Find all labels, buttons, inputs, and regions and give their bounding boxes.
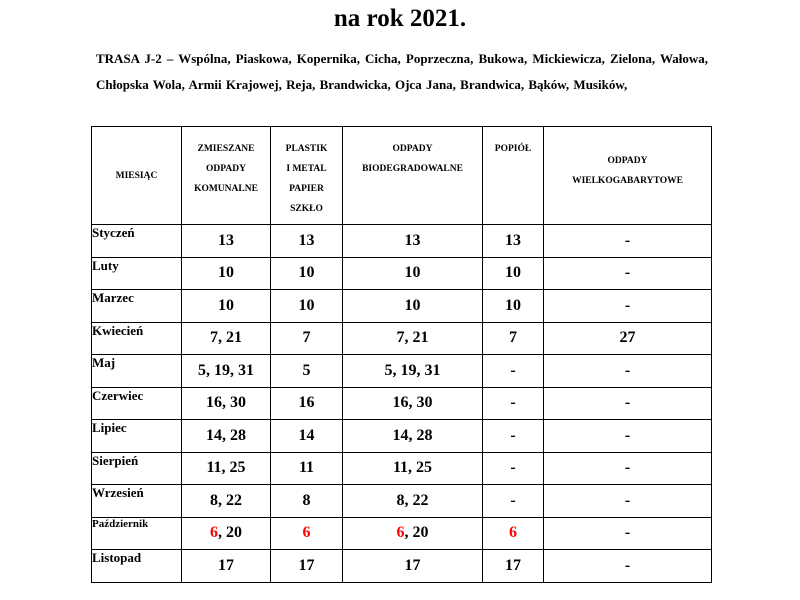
table-row — [92, 452, 712, 485]
bio-cell: 10 — [343, 290, 483, 323]
collection-schedule-table — [91, 126, 712, 583]
mixed-cell: 5, 19, 31 — [182, 355, 271, 388]
bio-cell: 11, 25 — [343, 452, 483, 485]
mixed-cell: 14, 28 — [182, 420, 271, 453]
month-cell: Październik — [92, 517, 182, 550]
mixed-cell: 8, 22 — [182, 485, 271, 518]
mixed-cell: 17 — [182, 550, 271, 583]
table-row — [92, 257, 712, 290]
ash-cell: 17 — [483, 550, 544, 583]
bio-cell: 14, 28 — [343, 420, 483, 453]
highlighted-date: 6 — [302, 524, 311, 542]
ash-cell: 10 — [483, 257, 544, 290]
header-plastic-paper-glass: PLASTIK I METAL PAPIER SZKŁO — [271, 127, 343, 225]
plastic-cell: 17 — [271, 550, 343, 583]
bulky-cell: - — [544, 452, 712, 485]
bulky-cell: - — [544, 290, 712, 323]
bulky-cell: 27 — [544, 322, 712, 355]
table-row — [92, 387, 712, 420]
plastic-cell: 13 — [271, 225, 343, 258]
table-header-row — [92, 127, 712, 225]
month-cell: Styczeń — [92, 225, 182, 258]
header-bulky-waste: ODPADY WIELKOGABARYTOWE — [544, 127, 712, 225]
month-cell: Listopad — [92, 550, 182, 583]
mixed-cell: 11, 25 — [182, 452, 271, 485]
bulky-cell: - — [544, 550, 712, 583]
page-title: na rok 2021. — [333, 5, 467, 32]
header-biodegradable: ODPADY BIODEGRADOWALNE — [343, 127, 483, 225]
ash-cell: 13 — [483, 225, 544, 258]
month-cell: Luty — [92, 257, 182, 290]
bio-cell: 17 — [343, 550, 483, 583]
table-row — [92, 322, 712, 355]
bio-cell: 5, 19, 31 — [343, 355, 483, 388]
month-cell: Kwiecień — [92, 322, 182, 355]
mixed-cell: 10 — [182, 290, 271, 323]
highlighted-date: 6 — [396, 524, 405, 542]
plastic-cell: 11 — [271, 452, 343, 485]
mixed-cell: 6, 20 — [182, 517, 271, 550]
table-row — [92, 355, 712, 388]
plastic-cell: 10 — [271, 257, 343, 290]
bio-cell: 16, 30 — [343, 387, 483, 420]
header-mixed-waste: ZMIESZANE ODPADY KOMUNALNE — [182, 127, 271, 225]
ash-cell: - — [483, 452, 544, 485]
ash-cell: - — [483, 420, 544, 453]
mixed-cell: 7, 21 — [182, 322, 271, 355]
highlighted-date: 6 — [509, 524, 517, 542]
bulky-cell: - — [544, 257, 712, 290]
ash-cell — [483, 517, 544, 550]
table-row — [92, 517, 712, 550]
plastic-cell: 16 — [271, 387, 343, 420]
ash-cell: 7 — [483, 322, 544, 355]
month-cell: Sierpień — [92, 452, 182, 485]
bio-cell: 6, 20 — [343, 517, 483, 550]
header-ash: POPIÓŁ — [483, 127, 544, 225]
plastic-cell: 5 — [271, 355, 343, 388]
bio-cell: 7, 21 — [343, 322, 483, 355]
bulky-cell: - — [544, 225, 712, 258]
plastic-cell: 7 — [271, 322, 343, 355]
ash-cell: 10 — [483, 290, 544, 323]
plastic-cell — [271, 517, 343, 550]
bio-cell: 10 — [343, 257, 483, 290]
bulky-cell: - — [544, 420, 712, 453]
table-row — [92, 485, 712, 518]
mixed-cell: 13 — [182, 225, 271, 258]
month-cell: Lipiec — [92, 420, 182, 453]
header-month: MIESIĄC — [92, 127, 182, 225]
route-description: TRASA J-2 – Wspólna, Piaskowa, Kopernika, Cicha, Poprzeczna, Bukowa, Mickiewicza, Zielona, Wałowa, Chłopska Wola, Armii Krajowej, Reja, Brandwicka, Ojca Jana, Brandwica, Bąków, Musików, — [96, 51, 708, 92]
plastic-cell: 10 — [271, 290, 343, 323]
bio-cell: 13 — [343, 225, 483, 258]
month-cell: Marzec — [92, 290, 182, 323]
highlighted-date: 6 — [210, 524, 218, 542]
mixed-cell: 10 — [182, 257, 271, 290]
plastic-cell: 14 — [271, 420, 343, 453]
bulky-cell: - — [544, 355, 712, 388]
table-row — [92, 420, 712, 453]
bulky-cell: - — [544, 485, 712, 518]
ash-cell: - — [483, 387, 544, 420]
bulky-cell: - — [544, 387, 712, 420]
ash-cell: - — [483, 355, 544, 388]
month-cell: Czerwiec — [92, 387, 182, 420]
month-cell: Wrzesień — [92, 485, 182, 518]
ash-cell: - — [483, 485, 544, 518]
bulky-cell: - — [544, 517, 712, 550]
month-cell: Maj — [92, 355, 182, 388]
bio-cell: 8, 22 — [343, 485, 483, 518]
table-row — [92, 290, 712, 323]
table-row — [92, 550, 712, 583]
mixed-cell: 16, 30 — [182, 387, 271, 420]
plastic-cell: 8 — [271, 485, 343, 518]
table-row — [92, 225, 712, 258]
